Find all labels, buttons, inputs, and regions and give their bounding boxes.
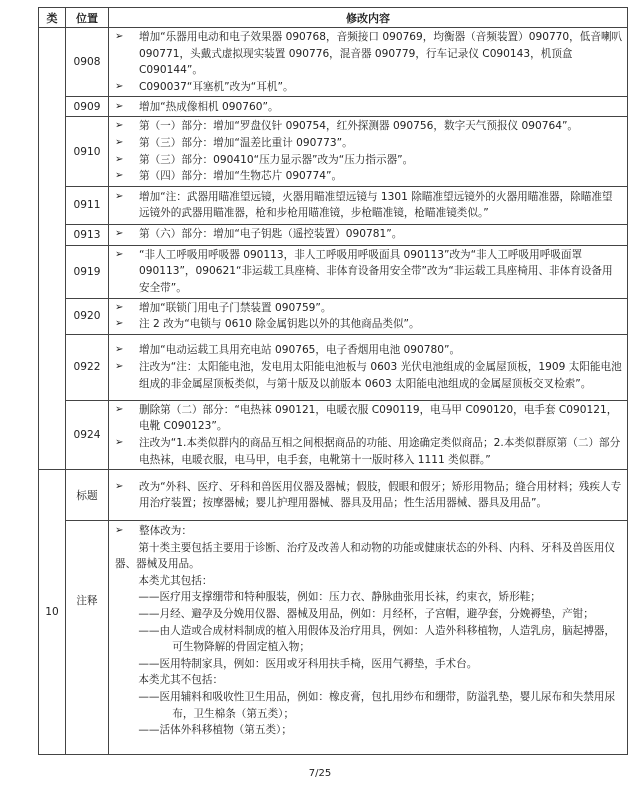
arrow-bullet-icon: ➢ <box>115 318 124 330</box>
arrow-bullet-icon: ➢ <box>115 190 124 202</box>
list-item <box>115 118 623 135</box>
list-item <box>115 523 623 540</box>
arrow-bullet-icon: ➢ <box>115 31 124 42</box>
list-item <box>115 247 623 297</box>
list-item <box>115 479 623 512</box>
position-cell: 0908 <box>66 28 109 97</box>
position-cell: 0910 <box>66 117 109 186</box>
item-text: 整体改为： <box>139 525 192 538</box>
item-text: 删除第（二）部分：“电热袜 090121，电暖衣服 C090119，电马甲 C090120，电手套 C090121，电靴 C090123”。 <box>139 403 618 433</box>
list-item <box>115 168 623 185</box>
excludes-label: 本类尤其不包括： <box>138 674 224 687</box>
header-content: 修改内容 <box>109 8 628 28</box>
content-cell <box>109 97 628 117</box>
arrow-bullet-icon: ➢ <box>115 301 124 313</box>
table-row <box>39 400 628 469</box>
table-row <box>39 224 628 245</box>
item-text: 第（四）部分：增加“生物芯片 090774”。 <box>139 170 343 183</box>
table-row <box>39 245 628 298</box>
position-cell: 0920 <box>66 298 109 334</box>
content-cell <box>109 298 628 334</box>
dash-list-item: ——医用辅料和吸收性卫生用品，例如：橡皮膏，包扎用纱布和绷带，防溢乳垫，婴儿尿布和失禁用尿布，卫生棉条（第五类）； <box>138 691 616 720</box>
position-cell: 0913 <box>66 224 109 245</box>
list-item <box>115 402 623 435</box>
list-item <box>115 342 623 359</box>
arrow-bullet-icon: ➢ <box>115 344 124 356</box>
position-cell: 标题 <box>66 470 109 521</box>
position-cell: 注释 <box>66 521 109 755</box>
arrow-bullet-icon: ➢ <box>115 80 124 92</box>
header-class: 类 <box>39 8 66 28</box>
page-number: 7/25 <box>308 768 332 779</box>
item-text: 第（三）部分：090410“压力显示器”改为“压力指示器”。 <box>139 153 414 166</box>
position-cell: 0909 <box>66 97 109 117</box>
table-row <box>39 298 628 334</box>
table-row-class10-title <box>39 470 628 521</box>
item-text: 第（一）部分：增加“罗盘仪针 090754，红外探测器 090756，数字天气预报仪 090764”。 <box>139 120 579 133</box>
arrow-bullet-icon: ➢ <box>115 136 124 148</box>
dash-list-item: ——医疗用支撑绷带和特种服装，例如：压力衣、静脉曲张用长袜，约束衣，矫形鞋； <box>138 591 541 604</box>
arrow-bullet-icon: ➢ <box>115 153 124 165</box>
content-cell <box>109 400 628 469</box>
arrow-bullet-icon: ➢ <box>115 248 124 260</box>
class-cell <box>39 28 66 470</box>
content-cell <box>109 117 628 186</box>
item-text: 增加“乐器用电动和电子效果器 090768，音频接口 090769，均衡器（音频装置）090770，低音喇叭 090771，头戴式虚拟现实装置 090776，混音器 090779，行车记录仪 C090143，机顶盒 C090144”。 <box>139 31 623 77</box>
content-cell <box>109 224 628 245</box>
item-text: 增加“电动运载工具用充电站 090765，电子香烟用电池 090780”。 <box>139 344 461 357</box>
position-cell: 0911 <box>66 186 109 224</box>
item-text: “非人工呼吸用呼吸器 090113，非人工呼吸用呼吸面具 090113”改为“非人工呼吸用呼吸面罩 090113”，090621“非运载工具座椅、非体育设备用安全带”改为“非运载工具座椅用、非体育设备用安全带”。 <box>139 248 613 294</box>
item-text: 增加“热成像相机 090760”。 <box>139 100 279 113</box>
list-item <box>115 226 623 243</box>
table-row <box>39 28 628 97</box>
position-cell: 0919 <box>66 245 109 298</box>
list-item <box>115 300 623 317</box>
list-item <box>115 189 623 222</box>
arrow-bullet-icon: ➢ <box>115 480 124 492</box>
arrow-bullet-icon: ➢ <box>115 436 124 448</box>
list-item <box>115 152 623 169</box>
item-text: 增加“注：武器用瞄准望远镜，火器用瞄准望远镜与 1301 除瞄准望远镜外的火器用瞄准器，除瞄准望远镜外的武器用瞄准器，枪和步枪用瞄准镜，步枪瞄准镜，枪瞄准镜类似。” <box>139 190 613 220</box>
item-text: C090037“耳塞机”改为“耳机”。 <box>139 80 294 93</box>
table-row-class10-notes <box>39 521 628 755</box>
item-text: 注 2 改为“电锁与 0610 除金属钥匙以外的其他商品类似”。 <box>139 318 420 331</box>
content-cell <box>109 186 628 224</box>
header-position: 位置 <box>66 8 109 28</box>
arrow-bullet-icon: ➢ <box>115 120 124 132</box>
content-cell <box>109 28 628 97</box>
arrow-bullet-icon: ➢ <box>115 403 124 415</box>
list-item <box>115 29 623 79</box>
content-cell <box>109 470 628 521</box>
note-paragraph: 第十类主要包括主要用于诊断、治疗及改善人和动物的功能或健康状态的外科、内科、牙科及兽医用仪器、器械及用品。 <box>115 541 616 571</box>
includes-label: 本类尤其包括： <box>138 574 213 587</box>
includes-list <box>115 589 623 672</box>
list-item <box>115 435 623 468</box>
content-cell <box>109 334 628 400</box>
dash-list-item: ——活体外科移植物（第五类）； <box>138 724 292 737</box>
dash-list-item: ——由人造或合成材料制成的植入用假体及治疗用具，例如：人造外科移植物，人造乳房，脑起搏器，可生物降解的骨固定植入物； <box>138 624 616 654</box>
list-item <box>115 359 623 392</box>
table-header <box>39 8 628 28</box>
item-text: 增加“联锁门用电子门禁装置 090759”。 <box>139 301 332 314</box>
arrow-bullet-icon: ➢ <box>115 360 124 372</box>
dash-list-item: ——医用特制家具，例如：医用或牙科用扶手椅，医用气褥垫，手术台。 <box>138 657 478 670</box>
item-text: 注改为“1.本类似群内的商品互相之间根据商品的功能、用途确定类似商品；2.本类似群原第（二）部分电热袜，电暖衣服，电马甲，电手套，电靴第十一版时移入 1111 类似群。” <box>139 436 621 466</box>
list-item <box>115 135 623 152</box>
list-item <box>115 316 623 333</box>
arrow-bullet-icon: ➢ <box>115 525 124 537</box>
excludes-list <box>115 689 623 739</box>
item-text: 第（三）部分：增加“温差比重计 090773”。 <box>139 136 353 149</box>
table-row <box>39 186 628 224</box>
position-cell: 0922 <box>66 334 109 400</box>
arrow-bullet-icon: ➢ <box>115 100 124 112</box>
list-item <box>115 79 623 96</box>
arrow-bullet-icon: ➢ <box>115 228 124 240</box>
class-cell: 10 <box>39 470 66 755</box>
item-text: 注改为“注：太阳能电池，发电用太阳能电池板与 0603 光伏电池组成的金属屋顶板，1909 太阳能电池组成的非金属屋顶板类似，与第十版及以前版本 0603 太阳能电池组成的金属屋顶板交叉检索”。 <box>139 360 622 390</box>
table-row <box>39 334 628 400</box>
item-text: 改为“外科、医疗、牙科和兽医用仪器及器械；假肢，假眼和假牙；矫形用物品；缝合用材料；残疾人专用治疗装置；按摩器械；婴儿护理用器械、器具及用品；性生活用器械、器具及用品”。 <box>139 480 622 510</box>
content-cell <box>109 245 628 298</box>
dash-list-item: ——月经、避孕及分娩用仪器、器械及用品，例如：月经杯，子宫帽，避孕套，分娩褥垫，产钳； <box>138 608 594 621</box>
amendment-table <box>38 7 628 755</box>
item-text: 第（六）部分：增加“电子钥匙（遥控装置）090781”。 <box>139 228 403 241</box>
list-item <box>115 99 623 116</box>
table-row <box>39 117 628 186</box>
table-row <box>39 97 628 117</box>
arrow-bullet-icon: ➢ <box>115 170 124 182</box>
position-cell: 0924 <box>66 400 109 469</box>
content-cell <box>109 521 628 755</box>
